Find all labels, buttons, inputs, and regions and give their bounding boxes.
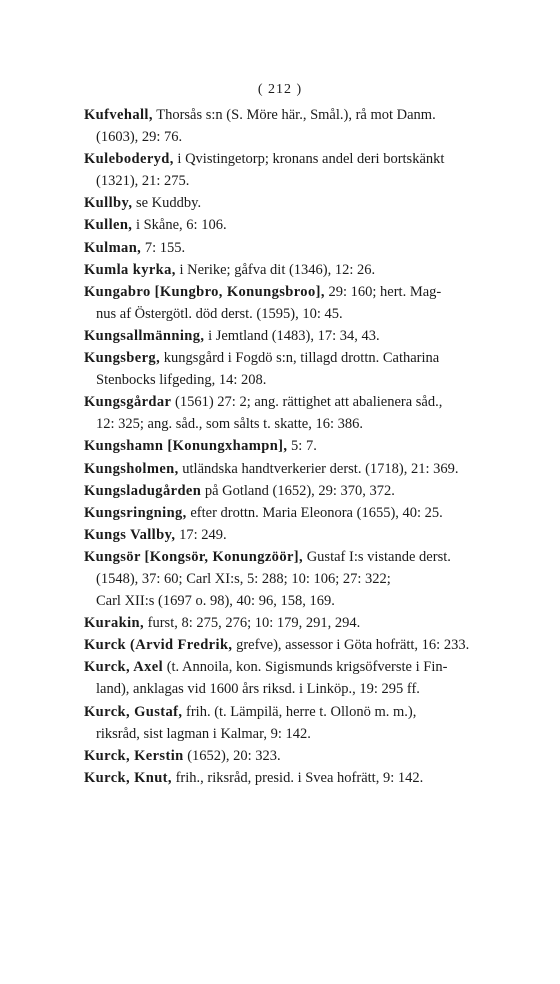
index-entry [84, 214, 539, 236]
entry-heading: Kungsgårdar [84, 394, 172, 411]
entry-text: Thorsås s:n (S. Möre här., Smål.), rå mot Danm. [152, 107, 436, 123]
entry-heading: Kurakin, [84, 615, 145, 632]
index-entry [84, 502, 539, 524]
index-entry [84, 435, 539, 457]
entry-text: (t. Annoila, kon. Sigismunds krigsöfverste i Fin- [163, 659, 448, 676]
entry-heading: Kuleboderyd, [84, 151, 174, 168]
entry-text: furst, 8: 275, 276; 10: 179, 291, 294. [144, 615, 361, 632]
entry-heading: Kurck, Gustaf, [84, 703, 183, 720]
index-entries [84, 104, 539, 789]
entry-continuation: (1321), 21: 275. [96, 173, 190, 190]
index-entry [84, 612, 539, 634]
index-entry [84, 745, 539, 767]
index-entry [84, 104, 539, 148]
entry-text: kungsgård i Fogdö s:n, tillagd drottn. Catharina [160, 350, 440, 367]
index-entry [84, 347, 539, 391]
index-entry [84, 656, 539, 700]
index-entry [84, 458, 539, 480]
entry-text: frih. (t. Lämpilä, herre t. Ollonö m. m.), [182, 703, 417, 720]
entry-text: Gustaf I:s vistande derst. [303, 548, 451, 565]
entry-heading: Kurck, Axel [84, 659, 164, 676]
entry-heading: Kungs Vallby, [84, 526, 176, 543]
entry-heading: Kungsladugården [84, 482, 202, 499]
index-entry [84, 767, 539, 789]
entry-continuation: (1603), 29: 76. [96, 129, 183, 146]
entry-continuation: riksråd, sist lagman i Kalmar, 9: 142. [96, 725, 311, 742]
entry-heading: Kungsringning, [84, 504, 187, 521]
entry-heading: Kulman, [84, 239, 142, 256]
entry-text: 5: 7. [287, 438, 317, 455]
entry-heading: Kufvehall, [84, 107, 153, 123]
entry-continuation: nus af Östergötl. död derst. (1595), 10: 45. [96, 305, 343, 322]
index-entry [84, 546, 539, 612]
entry-heading: Kullen, [84, 217, 133, 234]
entry-text: i Skåne, 6: 106. [132, 217, 227, 234]
entry-heading: Kullby, [84, 195, 133, 212]
entry-text: (1561) 27: 2; ang. rättighet att abalienera såd., [171, 394, 443, 411]
entry-continuation: (1548), 37: 60; Carl XI:s, 5: 288; 10: 106; 27: 322; [96, 570, 391, 587]
index-entry [84, 281, 539, 325]
entry-text: grefve), assessor i Göta hofrätt, 16: 233. [232, 637, 470, 654]
entry-text: efter drottn. Maria Eleonora (1655), 40: 25. [186, 504, 443, 521]
entry-continuation: Stenbocks lifgeding, 14: 208. [96, 372, 267, 389]
entry-text: i Nerike; gåfva dit (1346), 12: 26. [175, 261, 376, 278]
index-entry [84, 237, 539, 259]
entry-text: i Qvistingetorp; kronans andel deri bortskänkt [173, 151, 445, 168]
entry-text: på Gotland (1652), 29: 370, 372. [201, 482, 395, 499]
entry-continuation: 12: 325; ang. såd., som sålts t. skatte, 16: 386. [96, 416, 364, 433]
entry-continuation: Carl XII:s (1697 o. 98), 40: 96, 158, 169. [96, 593, 335, 610]
index-entry [84, 524, 539, 546]
index-entry [84, 480, 539, 502]
entry-text: i Jemtland (1483), 17: 34, 43. [204, 327, 380, 344]
index-entry [84, 634, 539, 656]
page-number: ( 212 ) [257, 82, 303, 97]
index-entry [84, 259, 539, 281]
entry-heading: Kungabro [Kungbro, Konungsbroo], [84, 283, 325, 300]
entry-continuation: land), anklagas vid 1600 års riksd. i Linköp., 19: 295 ff. [96, 681, 420, 698]
index-entry [84, 192, 539, 214]
entry-text: 7: 155. [141, 239, 186, 256]
entry-text: frih., riksråd, presid. i Svea hofrätt, 9: 142. [171, 769, 424, 786]
entry-heading: Kungsallmänning, [84, 327, 205, 344]
entry-heading: Kurck, Kerstin [84, 747, 184, 764]
entry-text: 29: 160; hert. Mag- [324, 283, 442, 300]
entry-heading: Kurck, Knut, [84, 769, 172, 786]
index-entry [84, 325, 539, 347]
entry-heading: Kungsholmen, [84, 460, 179, 477]
entry-text: se Kuddby. [132, 195, 202, 212]
index-entry [84, 701, 539, 745]
entry-heading: Kungsberg, [84, 350, 161, 367]
index-entry [84, 148, 539, 192]
entry-heading: Kungshamn [Konungxhampn], [84, 438, 288, 455]
entry-heading: Kurck (Arvid Fredrik, [84, 637, 233, 654]
index-entry [84, 391, 539, 435]
entry-text: utländska handtverkerier derst. (1718), 21: 369. [178, 460, 459, 477]
entry-heading: Kungsör [Kongsör, Konungzöör], [84, 548, 304, 565]
entry-heading: Kumla kyrka, [84, 261, 176, 278]
entry-text: 17: 249. [175, 526, 227, 543]
entry-text: (1652), 20: 323. [183, 747, 281, 764]
